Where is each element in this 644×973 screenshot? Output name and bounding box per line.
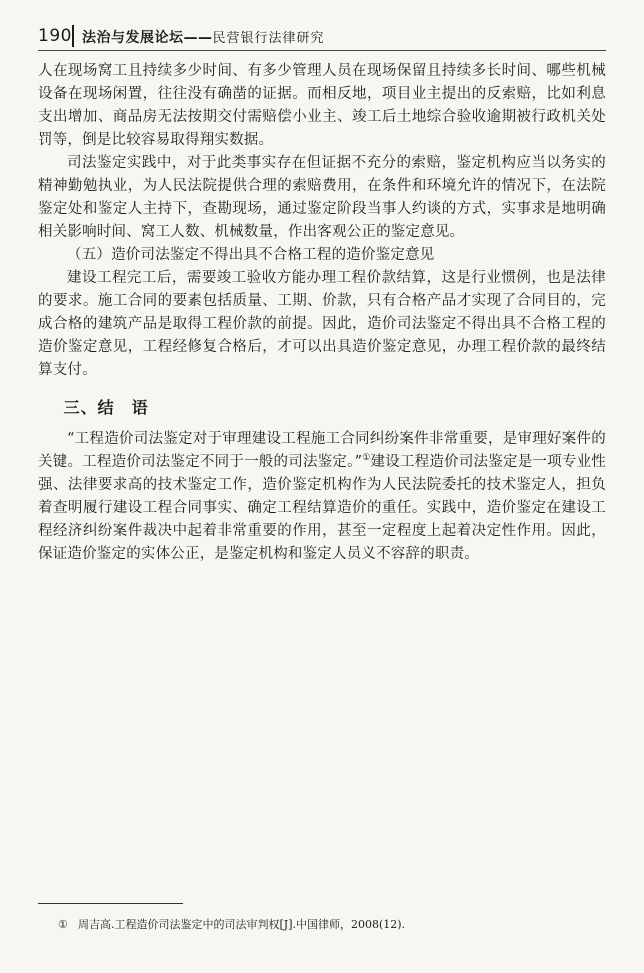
paragraph-conclusion	[38, 428, 606, 566]
footnote-rule	[38, 903, 183, 904]
footnote-reference[interactable]: ①	[362, 453, 371, 464]
paragraph-judicial-practice: 司法鉴定实践中，对于此类事实存在但证据不充分的索赔，鉴定机构应当以务实的精神勤勉执业，为人民法院提供合理的索赔费用，在条件和环境允许的情况下，在法院鉴定处和鉴定人主持下，查勘现场，通过鉴定阶段当事人约谈的方式，实事求是地明确相关影响时间、窝工人数、机械数量，作出客观公正的鉴定意见。	[38, 155, 606, 240]
book-title: 民营银行法律研究	[212, 31, 325, 46]
header-divider	[72, 25, 74, 47]
series-title	[82, 27, 325, 47]
section-title-conclusion: 三、结 语	[63, 398, 149, 417]
subheading-five: （五）造价司法鉴定不得出具不合格工程的造价鉴定意见	[67, 247, 435, 263]
conclusion-rest: 建设工程造价司法鉴定是一项专业性强、法律要求高的技术鉴定工作，造价鉴定机构作为人民法院委托的技术鉴定人，担负着查明履行建设工程合同事实、确定工程结算造价的重任。实践中，造价鉴定在建设工程经济纠纷案件裁决中起着非常重要的作用，甚至一定程度上起着决定性作用。因此，保证造价鉴定的实体公正，是鉴定机构和鉴定人员义不容辞的职责。	[38, 454, 606, 562]
paragraph-continuation: 人在现场窝工且持续多少时间、有多少管理人员在现场保留且持续多长时间、哪些机械设备在现场闲置，往往没有确凿的证据。而相反地，项目业主提出的反索赔，比如利息支出增加、商品房无法按期交付需赔偿小业主、竣工后土地综合验收逾期被行政机关处罚等，倒是比较容易取得翔实数据。	[38, 63, 606, 148]
footnote-mark: ①	[58, 918, 68, 931]
footnote-text: 周吉高.工程造价司法鉴定中的司法审判权[J].中国律师，2008(12).	[78, 918, 406, 931]
paragraph-completion: 建设工程完工后，需要竣工验收方能办理工程价款结算，这是行业惯例，也是法律的要求。施工合同的要素包括质量、工期、价款，只有合格产品才实现了合同目的，完成合格的建筑产品是取得工程价款的前提。因此，造价司法鉴定不得出具不合格工程的造价鉴定意见，工程经修复合格后，才可以出具造价鉴定意见，办理工程价款的最终结算支付。	[38, 270, 606, 378]
running-header	[38, 24, 606, 50]
conclusion-quote: “工程造价司法鉴定对于审理建设工程施工合同纠纷案件非常重要，是审理好案件的关键。工程造价司法鉴定不同于一般的司法鉴定。”	[38, 431, 606, 470]
page-number: 190	[38, 26, 72, 46]
footnote	[38, 917, 606, 933]
header-rule	[38, 50, 606, 51]
series-name: 法治与发展论坛——	[82, 30, 213, 46]
page-body	[38, 60, 606, 566]
